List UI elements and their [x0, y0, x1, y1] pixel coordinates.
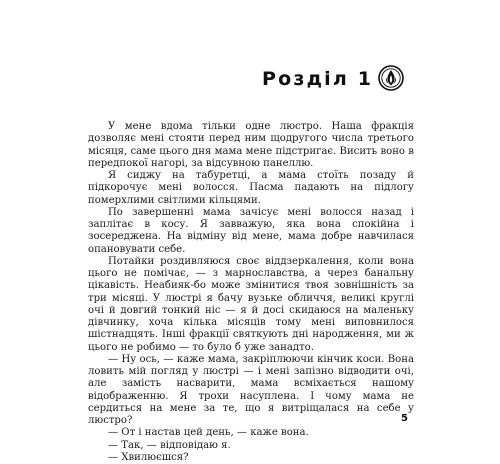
dialogue-line-1: — От і настав цей день, — каже вона. — [108, 427, 309, 439]
chapter-body-text — [88, 121, 414, 464]
paragraph-3: По завершенні мама зачісує мені волосся назад і заплітає в косу. Я завважую, яка вона спокійна і зосереджена. На відміну від мене, мама добре навчилася опановувати себе. — [88, 206, 414, 255]
faction-emblem-icon — [378, 65, 404, 91]
paragraph-2: Я сиджу на табуретці, а мама стоїть позаду й підкорочує мені волосся. Пасма падають на підлогу померхлими світлими кільцями. — [88, 170, 414, 206]
paragraph-4: Потайки роздивляюся своє віддзеркалення, коли вона цього не помічає, — з марнославства, а через банальну цікавість. Неабияк-бо може змінитися твоя зовнішність за три місяці. У люстрі я бачу вузьке обличчя, великі круглі очі й довгий тонкий ніс — я й досі скидаюся на маленьку дівчинку, хоча кілька місяців тому мені виповнилося шістнадцять. Інші фракції святкують дні народження, ми ж цього не робимо — то було б уже занадто. — [88, 255, 414, 353]
paragraph-1: У мене вдома тільки одне люстро. Наша фракція дозволяє мені стояти перед ним щодругого числа третього місяця, саме цього дня мама мене підстригає. Висить воно в передпокої нагорі, за відсувною панеллю. — [88, 121, 414, 169]
chapter-title: Розділ 1 — [262, 68, 374, 90]
dialogue-line-3: — Хвилюєшся? — [108, 451, 189, 463]
page-number: 5 — [401, 413, 408, 424]
chapter-header — [262, 65, 412, 95]
paragraph-5: — Ну ось, — каже мама, закріплюючи кінчик коси. Вона ловить мій погляд у люстрі — і мені запізно відводити очі, але замість насварити, мама всміхається нашому відображенню. Я трохи насуплена. І чому мама не сердиться на мене за те, що я витріщалася на себе у люстро? — [88, 353, 414, 426]
dialogue-line-2: — Так, — відповідаю я. — [108, 439, 231, 451]
